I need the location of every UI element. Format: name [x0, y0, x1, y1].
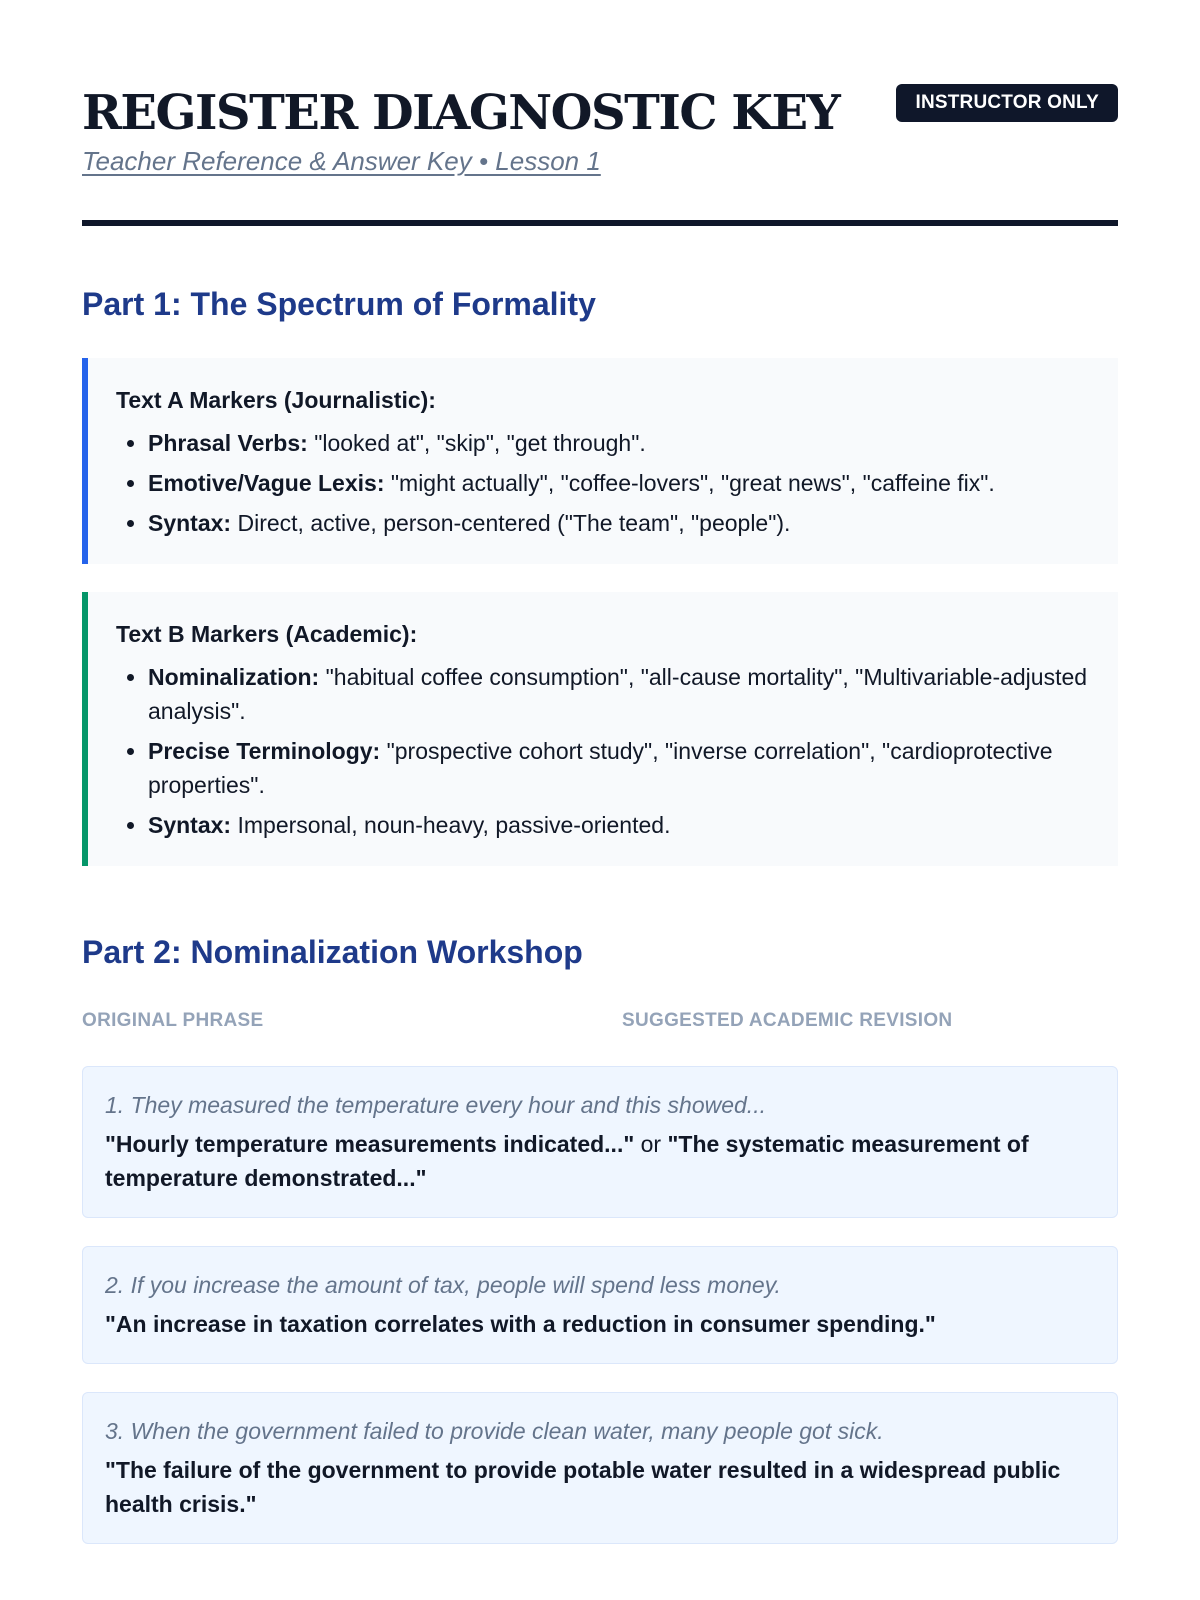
- part1-title: Part 1: The Spectrum of Formality: [82, 286, 596, 322]
- suggested-revision: [105, 1307, 1095, 1341]
- marker-text: "prospective cohort study", "inverse correlation", "cardioprotective properties".: [148, 738, 1053, 798]
- text-a-markers-box: [82, 358, 1118, 564]
- revision-option-1: "An increase in taxation correlates with a reduction in consumer spending.": [105, 1311, 936, 1337]
- marker-text: Impersonal, noun-heavy, passive-oriented.: [231, 812, 671, 838]
- original-phrase: 1. They measured the temperature every hour and this showed...: [105, 1092, 766, 1118]
- list-item: [148, 506, 1088, 540]
- text-b-markers-box: [82, 592, 1118, 866]
- marker-term: Syntax:: [148, 812, 232, 838]
- workshop-column-headers: [82, 1008, 1118, 1034]
- suggested-revision-header: SUGGESTED ACADEMIC REVISION: [622, 1010, 953, 1031]
- part2-title: Part 2: Nominalization Workshop: [82, 934, 583, 970]
- list-item: [148, 660, 1088, 728]
- workshop-item: [82, 1392, 1118, 1544]
- marker-text: "might actually", "coffee-lovers", "great news", "caffeine fix".: [384, 470, 995, 496]
- marker-term: Precise Terminology:: [148, 738, 381, 764]
- suggested-revision: [105, 1453, 1095, 1521]
- document-title: REGISTER DIAGNOSTIC KEY: [82, 85, 840, 141]
- original-phrase-header: ORIGINAL PHRASE: [82, 1010, 264, 1031]
- revision-option-1: "Hourly temperature measurements indicated...": [105, 1131, 635, 1157]
- list-item: [148, 734, 1088, 802]
- marker-term: Nominalization:: [148, 664, 320, 690]
- revision-option-1: "The failure of the government to provide potable water resulted in a widespread public health crisis.": [105, 1457, 1061, 1517]
- workshop-item: [82, 1246, 1118, 1364]
- revision-option-2: "The systematic measurement of temperature demonstrated...": [105, 1131, 1029, 1191]
- list-item: [148, 426, 1088, 460]
- document-subtitle: Teacher Reference & Answer Key • Lesson 1: [82, 146, 601, 176]
- workshop-list: [82, 1066, 1118, 1544]
- marker-term: Emotive/Vague Lexis:: [148, 470, 385, 496]
- instructor-only-badge: INSTRUCTOR ONLY: [896, 84, 1118, 122]
- list-item: [148, 808, 1088, 842]
- original-phrase: 3. When the government failed to provide clean water, many people got sick.: [105, 1418, 884, 1444]
- text-a-heading: Text A Markers (Journalistic):: [116, 387, 436, 413]
- text-b-heading: Text B Markers (Academic):: [116, 621, 418, 647]
- marker-text: "habitual coffee consumption", "all-cause mortality", "Multivariable-adjusted analysis".: [148, 664, 1088, 724]
- header-divider: [82, 220, 1118, 226]
- original-phrase: 2. If you increase the amount of tax, people will spend less money.: [105, 1272, 781, 1298]
- revision-connector: or: [634, 1131, 668, 1157]
- text-b-marker-list: [116, 660, 1088, 842]
- suggested-revision: [105, 1127, 1095, 1195]
- text-a-marker-list: [116, 426, 1088, 540]
- document-header: [82, 0, 1118, 178]
- list-item: [148, 466, 1088, 500]
- marker-text: "looked at", "skip", "get through".: [307, 430, 646, 456]
- workshop-item: [82, 1066, 1118, 1218]
- marker-term: Phrasal Verbs:: [148, 430, 308, 456]
- marker-term: Syntax:: [148, 510, 232, 536]
- marker-text: Direct, active, person-centered ("The team", "people").: [231, 510, 791, 536]
